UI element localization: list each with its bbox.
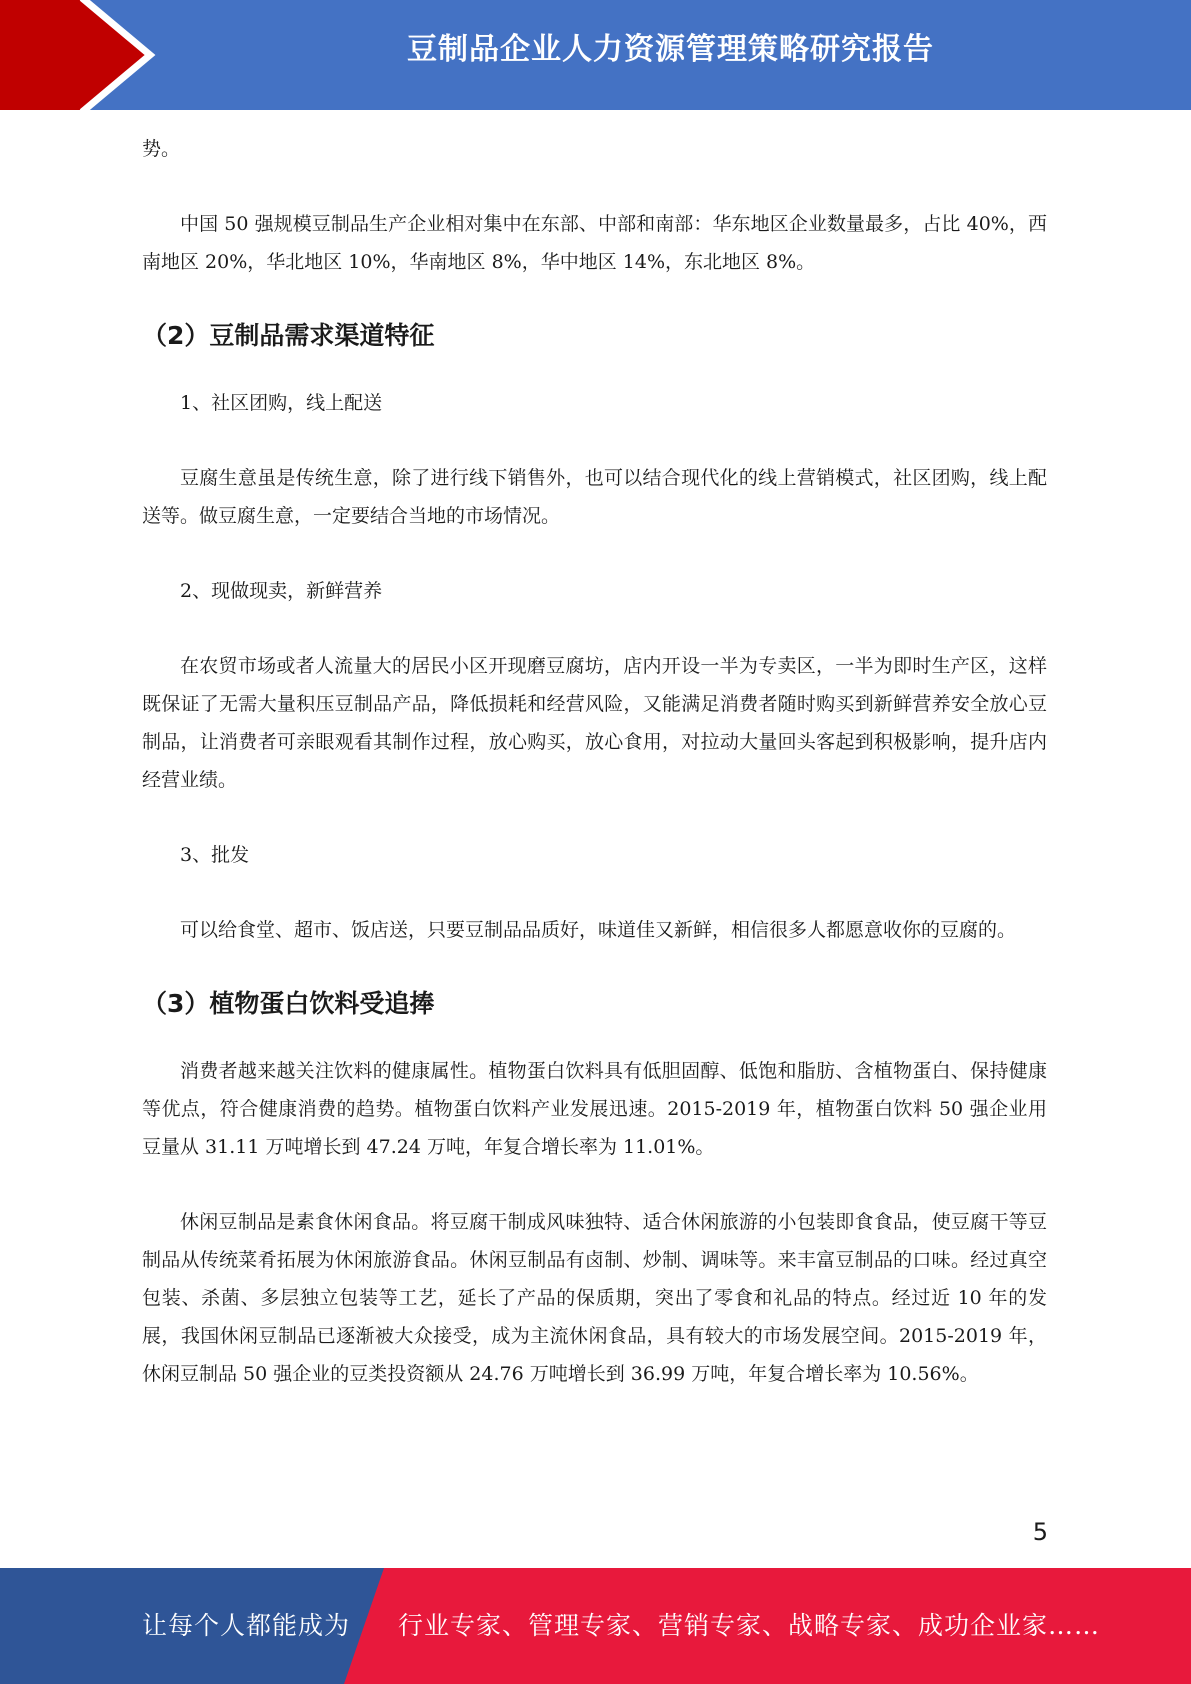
paragraph-regional-distribution: 中国 50 强规模豆制品生产企业相对集中在东部、中部和南部：华东地区企业数量最多，占比 40%，西南地区 20%，华北地区 10%，华南地区 8%，华中地区 14%，东北地区 8%。 [142, 213, 1047, 273]
page-header [0, 0, 1191, 110]
paragraph-leisure-soy-products: 休闲豆制品是素食休闲食品。将豆腐干制成风味独特、适合休闲旅游的小包装即食食品，使豆腐干等豆制品从传统菜肴拓展为休闲旅游食品。休闲豆制品有卤制、炒制、调味等。来丰富豆制品的口味。经过真空包装、杀菌、多层独立包装等工艺，延长了产品的保质期，突出了零食和礼品的特点。经过近 10 年的发展，我国休闲豆制品已逐渐被大众接受，成为主流休闲食品，具有较大的市场发展空间。2015-2019 年，休闲豆制品 50 强企业的豆类投资额从 24.76 万吨增长到 36.99 万吨，年复合增长率为 10.56%。 [142, 1211, 1047, 1385]
document-body [142, 130, 1047, 1430]
chevron-decoration-icon [0, 0, 160, 110]
report-title: 豆制品企业人力资源管理策略研究报告 [407, 32, 934, 67]
paragraph-plant-protein-drinks: 消费者越来越关注饮料的健康属性。植物蛋白饮料具有低胆固醇、低饱和脂肪、含植物蛋白、保持健康等优点，符合健康消费的趋势。植物蛋白饮料产业发展迅速。2015-2019 年，植物蛋白饮料 50 强企业用豆量从 31.11 万吨增长到 47.24 万吨，年复合增长率为 11.01%。 [142, 1060, 1047, 1158]
list-item-community-group-buying: 1、社区团购，线上配送 [180, 392, 383, 414]
section-heading-plant-protein-drinks: （3）植物蛋白饮料受追捧 [142, 989, 435, 1018]
page-number: 5 [1032, 1518, 1048, 1546]
paragraph-fresh-tofu-shop: 在农贸市场或者人流量大的居民小区开现磨豆腐坊，店内开设一半为专卖区，一半为即时生产区，这样既保证了无需大量积压豆制品产品，降低损耗和经营风险，又能满足消费者随时购买到新鲜营养安全放心豆制品，让消费者可亲眼观看其制作过程，放心购买，放心食用，对拉动大量回头客起到积极影响，提升店内经营业绩。 [142, 655, 1047, 791]
paragraph-online-sales: 豆腐生意虽是传统生意，除了进行线下销售外，也可以结合现代化的线上营销模式，社区团购，线上配送等。做豆腐生意，一定要结合当地的市场情况。 [142, 467, 1047, 527]
list-item-fresh-made: 2、现做现卖，新鲜营养 [180, 580, 383, 602]
paragraph-wholesale: 可以给食堂、超市、饭店送，只要豆制品品质好，味道佳又新鲜，相信很多人都愿意收你的豆腐的。 [180, 919, 1017, 941]
section-heading-demand-channels: （2）豆制品需求渠道特征 [142, 321, 435, 350]
list-item-wholesale: 3、批发 [180, 844, 250, 866]
paragraph-continuation: 势。 [142, 138, 181, 160]
footer-slogan-left: 让每个人都能成为 [142, 1611, 351, 1640]
footer-slogan-right: 行业专家、管理专家、营销专家、战略专家、成功企业家…… [398, 1611, 1101, 1640]
page-footer [0, 1568, 1191, 1684]
